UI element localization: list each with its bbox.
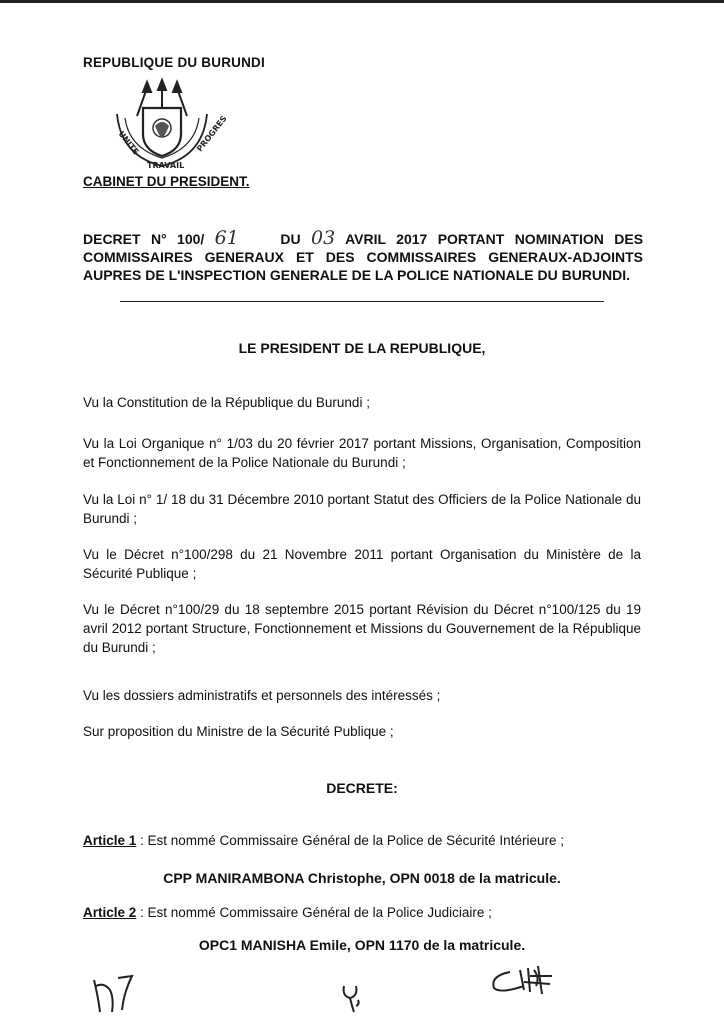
initials-middle-signature	[338, 978, 366, 1014]
decree-day-handwritten: 03	[311, 227, 336, 249]
cabinet-heading: CABINET DU PRESIDENT.	[83, 174, 250, 189]
decrete-heading: DECRETE:	[326, 780, 398, 796]
president-heading: LE PRESIDENT DE LA REPUBLIQUE,	[238, 340, 486, 356]
page-top-edge	[0, 0, 724, 3]
consideration-constitution: Vu la Constitution de la République du Burundi ;	[83, 395, 370, 410]
article-2-label: Article 2	[83, 905, 137, 920]
consideration-dossiers: Vu les dossiers administratifs et personnels des intéressés ;	[83, 688, 441, 703]
motto-travail: TRAVAIL	[147, 161, 185, 170]
article-1	[83, 833, 564, 848]
motto-unite: UNITE	[116, 129, 141, 157]
consideration-decret-298: Vu le Décret n°100/298 du 21 Novembre 2011 portant Organisation du Ministère de la Sécurité Publique ;	[83, 547, 641, 581]
article-1-label: Article 1	[83, 833, 137, 848]
initials-left-signature	[88, 966, 138, 1018]
decree-title-rest: AVRIL 2017 PORTANT NOMINATION DES COMMISSAIRES GENERAUX ET DES COMMISSAIRES GENERAUX-ADJOINTS AUPRES DE L'INSPECTION GENERALE DE LA POLICE NATIONALE DU BURUNDI.	[83, 231, 644, 283]
coat-of-arms-emblem	[103, 78, 229, 176]
motto-progres: PROGRES	[195, 114, 229, 154]
article-1-nominee: CPP MANIRAMBONA Christophe, OPN 0018 de la matricule.	[163, 870, 561, 886]
decree-prefix: DECRET N° 100/	[83, 231, 205, 247]
decree-number-handwritten: 61	[214, 227, 239, 249]
consideration-loi-statut: Vu la Loi n° 1/ 18 du 31 Décembre 2010 portant Statut des Officiers de la Police Nationale du Burundi ;	[83, 492, 641, 526]
consideration-loi-organique: Vu la Loi Organique n° 1/03 du 20 février 2017 portant Missions, Organisation, Composition et Fonctionnement de la Police Nationale du Burundi ;	[83, 436, 641, 470]
article-1-text: : Est nommé Commissaire Général de la Police de Sécurité Intérieure ;	[136, 833, 564, 848]
article-2-text: : Est nommé Commissaire Général de la Police Judiciaire ;	[136, 905, 492, 920]
decree-title	[83, 229, 643, 284]
article-2-nominee: OPC1 MANISHA Emile, OPN 1170 de la matricule.	[198, 937, 526, 953]
consideration-proposition: Sur proposition du Ministre de la Sécurité Publique ;	[83, 724, 394, 739]
republic-heading: REPUBLIQUE DU BURUNDI	[83, 55, 265, 70]
initials-right-signature	[480, 962, 560, 1002]
decree-du: DU	[280, 231, 301, 247]
consideration-decret-29: Vu le Décret n°100/29 du 18 septembre 2015 portant Révision du Décret n°100/125 du 19 avril 2012 portant Structure, Fonctionnement et Missions du Gouvernement de la République du Burundi ;	[83, 602, 641, 655]
title-separator	[120, 301, 604, 302]
article-2	[83, 905, 492, 920]
